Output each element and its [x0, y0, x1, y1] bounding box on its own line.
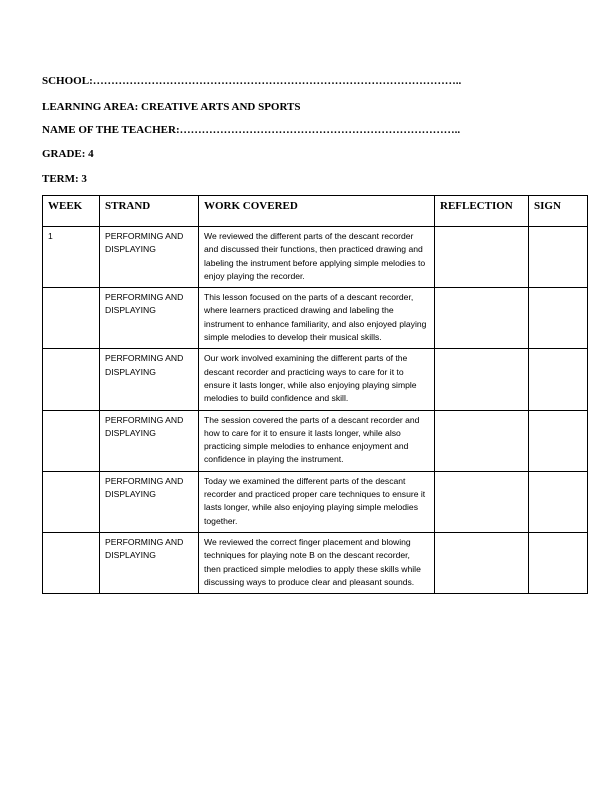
column-header-work-covered: WORK COVERED — [199, 196, 435, 227]
week-cell — [43, 471, 100, 532]
sign-cell[interactable] — [529, 227, 588, 288]
table-row — [43, 227, 588, 288]
sign-cell[interactable] — [529, 349, 588, 410]
reflection-cell[interactable] — [435, 410, 529, 471]
table-row — [43, 471, 588, 532]
table-header-row — [43, 196, 588, 227]
work-covered-cell: The session covered the parts of a descant recorder and how to care for it to ensure it lasts longer, while also practicing simple melodies to enhance enjoyment and confidence in playing the instrument. — [199, 410, 435, 471]
work-covered-cell: We reviewed the correct finger placement and blowing techniques for playing note B on the descant recorder, then practiced simple melodies to apply these skills while discussing ways to produce clear and pleasant sounds. — [199, 532, 435, 593]
work-record-table — [42, 195, 588, 594]
sign-cell[interactable] — [529, 471, 588, 532]
strand-cell: PERFORMING AND DISPLAYING — [100, 471, 199, 532]
column-header-reflection: REFLECTION — [435, 196, 529, 227]
column-header-sign: SIGN — [529, 196, 588, 227]
work-covered-cell: We reviewed the different parts of the descant recorder and discussed their functions, then practiced drawing and labeling the instrument before applying simple melodies to enjoy playing the recorder. — [199, 227, 435, 288]
reflection-cell[interactable] — [435, 471, 529, 532]
table-row — [43, 349, 588, 410]
table-row — [43, 532, 588, 593]
sign-cell[interactable] — [529, 532, 588, 593]
column-header-week: WEEK — [43, 196, 100, 227]
week-cell — [43, 288, 100, 349]
table-row — [43, 410, 588, 471]
reflection-cell[interactable] — [435, 532, 529, 593]
strand-cell: PERFORMING AND DISPLAYING — [100, 227, 199, 288]
week-cell — [43, 410, 100, 471]
work-covered-cell: Our work involved examining the different parts of the descant recorder and practicing ways to care for it to ensure it lasts longer, while also enjoying playing simple melodies to build confidence and skill. — [199, 349, 435, 410]
strand-cell: PERFORMING AND DISPLAYING — [100, 410, 199, 471]
work-covered-cell: Today we examined the different parts of the descant recorder and practiced proper care techniques to ensure it lasts longer, while also enjoying playing simple melodies together. — [199, 471, 435, 532]
week-cell: 1 — [43, 227, 100, 288]
strand-cell: PERFORMING AND DISPLAYING — [100, 288, 199, 349]
sign-cell[interactable] — [529, 410, 588, 471]
grade-line: GRADE: 4 — [42, 148, 94, 160]
school-line: SCHOOL:……………………………………………………………………………………….. — [42, 75, 462, 87]
term-line: TERM: 3 — [42, 173, 87, 185]
week-cell — [43, 532, 100, 593]
reflection-cell[interactable] — [435, 288, 529, 349]
work-covered-cell: This lesson focused on the parts of a descant recorder, where learners practiced drawing and labeling the instrument to enhance familiarity, and also enjoyed playing simple melodies to develop their musical skills. — [199, 288, 435, 349]
column-header-strand: STRAND — [100, 196, 199, 227]
table-row — [43, 288, 588, 349]
reflection-cell[interactable] — [435, 349, 529, 410]
sign-cell[interactable] — [529, 288, 588, 349]
teacher-name-line: NAME OF THE TEACHER:………………………………………………………………….. — [42, 124, 461, 136]
reflection-cell[interactable] — [435, 227, 529, 288]
week-cell — [43, 349, 100, 410]
learning-area-line: LEARNING AREA: CREATIVE ARTS AND SPORTS — [42, 101, 301, 113]
strand-cell: PERFORMING AND DISPLAYING — [100, 532, 199, 593]
strand-cell: PERFORMING AND DISPLAYING — [100, 349, 199, 410]
